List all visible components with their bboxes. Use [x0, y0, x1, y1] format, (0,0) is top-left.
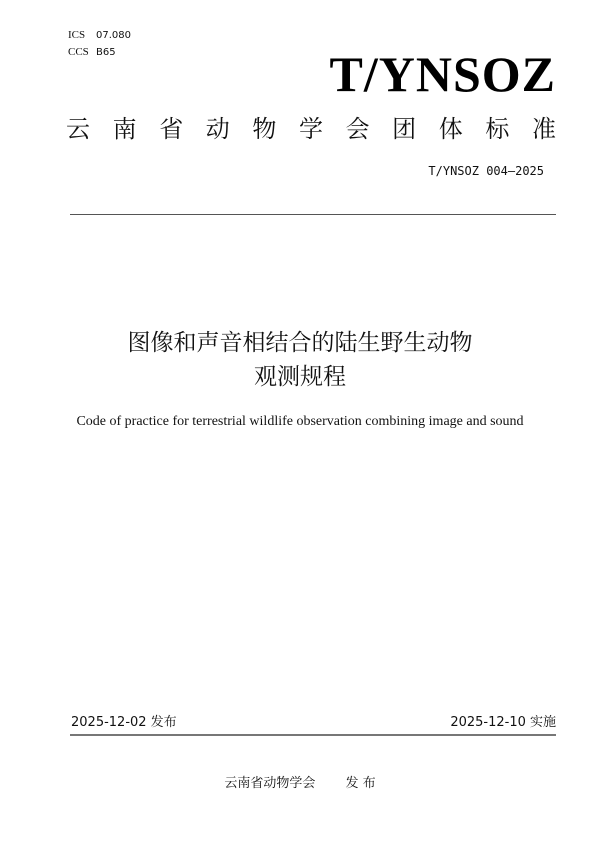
ccs-label: CCS: [68, 46, 89, 58]
publisher-name: 云南省动物学会: [224, 776, 316, 791]
publisher-line: [0, 775, 600, 793]
standard-type-char: 学: [298, 115, 323, 143]
standard-type-char: 云: [66, 115, 90, 143]
standard-type-char: 动: [205, 115, 230, 143]
organization-code: T/YNSOZ: [329, 46, 556, 102]
implement-date: 2025-12-10 实施: [450, 715, 556, 730]
standard-type: [66, 112, 556, 146]
title-cn-line-2: 观测规程: [254, 364, 346, 390]
document-title-en: Code of practice for terrestrial wildlife observation combining image and sound: [76, 414, 524, 429]
standard-type-char: 准: [531, 115, 556, 143]
footer-divider: [70, 734, 556, 736]
header-divider: [70, 214, 556, 215]
standard-type-char: 体: [438, 115, 463, 143]
ics-code: [68, 27, 131, 44]
publisher-action: 发 布: [345, 776, 376, 791]
standard-type-char: 南: [112, 115, 137, 143]
standard-type-char: 会: [345, 115, 370, 143]
standard-type-char: 物: [252, 115, 277, 143]
document-title-cn: [0, 326, 600, 394]
title-cn-line-1: 图像和声音相结合的陆生野生动物: [127, 330, 473, 356]
ics-value: 07.080: [96, 30, 131, 41]
standard-number: T/YNSOZ 004—2025: [428, 164, 544, 178]
standard-type-char: 团: [392, 115, 417, 143]
standard-type-char: 标: [485, 115, 510, 143]
ics-label: ICS: [68, 29, 86, 41]
ccs-value: B65: [96, 47, 116, 58]
publish-date: 2025-12-02 发布: [71, 715, 177, 730]
standard-type-char: 省: [159, 115, 184, 143]
